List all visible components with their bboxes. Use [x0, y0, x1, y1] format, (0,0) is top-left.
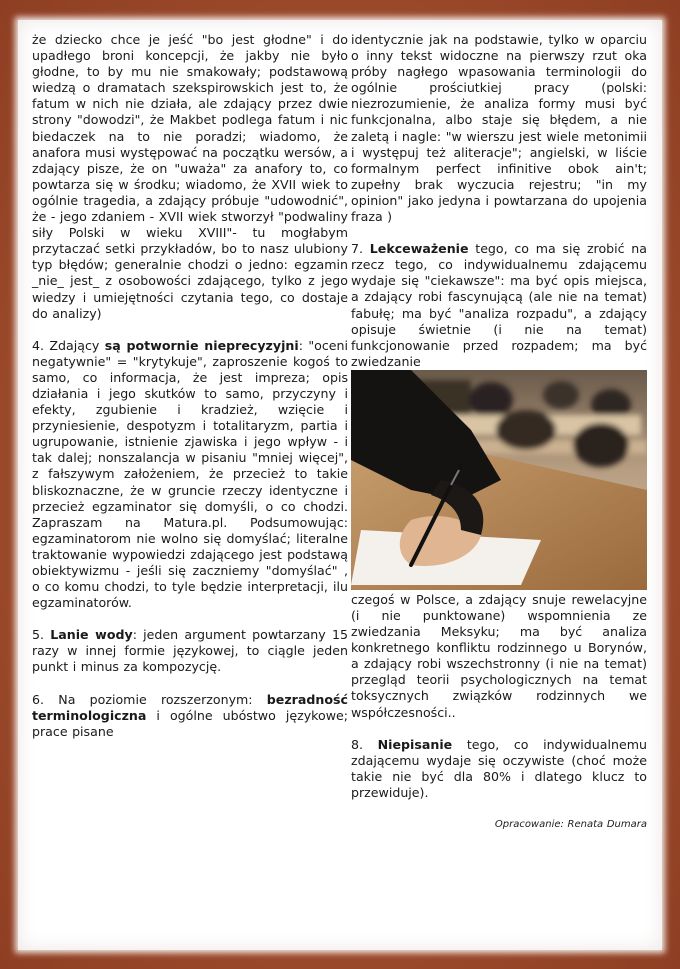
paragraph-7-continued: czegoś w Polsce, a zdający snuje rewelacyjne (i nie punktowane) wspomnienia ze zwiedzania Meksyku; ma być analiza konkretnego konfliktu rodzinnego u Borynów, a zdający robi wszechstronny (i nie na temat) przegląd teorii psychologicznych na temat toksycznych związków rodzinnych we współczesności..: [351, 591, 647, 720]
paragraph-4-heading: są potwornie nieprecyzyjni: [104, 337, 299, 353]
paragraph-5-heading: Lanie wody: [50, 627, 133, 643]
paragraph-6: 6. Na poziomie rozszerzonym: bezradność terminologiczna i ogólne ubóstwo językowe; prace pisane: [32, 691, 348, 739]
paragraph-8: 8. Niepisanie tego, co indywidualnemu zdającemu wydaje się oczywiste (choć może takie nie być dla 80% i dlatego klucz to przewiduje).: [351, 736, 647, 800]
paragraph-8-heading: Niepisanie: [377, 736, 453, 752]
paragraph-6-heading: bezradność terminologiczna: [32, 691, 348, 723]
paragraph-3-continued: że dziecko chce je jeść "bo jest głodne" i do upadłego broni koncepcji, że jakby nie było głodne, to by mu nie smakowały; podstawową wiedzą o dramatach szekspirowskich jest to, że fatum w nich nie działa, ale zdający przez dwie strony "dowodzi", że Makbet podlega fatum i nic biedaczek na to nie poradzi; wiadomo, że anafora musi występować na początku wersów, a zdający pisze, że on "uważa" za anafory to, co powtarza się w środku; wiadomo, że XVII wiek to ogólnie tragedia, a zdający próbuje "udowodnić", że - jego zdaniem - XVII wiek stworzył "podwaliny siły Polski w wieku XVIII"- tu mogłabym przytaczać setki przykładów, bo to nasz ulubiony typ błędów; generalnie chodzi o jedno: egzamin _nie_ jest_ z osobowości zdającego, tylko z jego wiedzy i umiejętności czytania tego, co dostaje do analizy): [32, 32, 349, 321]
paragraph-4: 4. Zdający są potwornie nieprecyzyjni: "oceni negatywnie" = "krytykuje", zaproszenie kogoś to samo, co informacja, że jest impreza; opis działania i jego skutków to samo, przyczyny i efekty, zgubienie i kradzież, wzięcie i przyniesienie, despotyzm i totalitaryzm, partia i ugrupowanie, istnienie zjawiska i jego wpływ - i tak dalej; nonszalancja w pisaniu "mniej więcej", z fałszywym założeniem, że przecież to takie bliskoznaczne, że w gruncie rzeczy identyczne i przecież egzaminator się domyśli, o co chodzi. Zapraszam na Matura.pl. Podsumowując: egzaminatorom nie wolno się domyślać; literalne traktowanie wypowiedzi zdającego jest podstawą obiektywizmu - jeśli się zaczniemy "domyślać" , o co komu chodzi, to tyle będzie interpretacji, ilu egzaminatorów.: [32, 337, 348, 611]
paragraph-7: 7. Lekceważenie tego, co ma się zrobić na rzecz tego, co indywidualnemu zdającemu wydaje się "ciekawsze": ma być opis miejsca, a zdający robi fascynującą (ale nie na temat) fabułę; ma być "analiza rozpadu", a zdający opisuje świetnie (i nie na temat) funkcjonowanie przed rozpadem; ma być zwiedzanie: [351, 241, 647, 369]
author-credit: Opracowanie: Renata Dumara: [494, 819, 647, 830]
paragraph-6-continued: identycznie jak na podstawie, tylko w oparciu o inny tekst widoczne na pierwszy rzut oka próby nagłego wpasowania terminologii do ogólnie prościutkiej pracy (polski: niezrozumienie, że analiza formy musi być funkcjonalna, albo staje się błędem, a nie zaletą i nagle: "w wierszu jest wiele metonimii i występuj też aliteracje"; angielski, w liście formalnym perfect infinitive obok ain't; zupełny brak wyczucia rejestru; "in my opinion" jako jedyna i powtarzana do upojenia fraza ): [351, 32, 647, 225]
exam-photo: [351, 370, 647, 590]
document-page: [18, 20, 662, 950]
left-column: [32, 32, 348, 740]
paragraph-7-heading: Lekceważenie: [369, 241, 469, 257]
paragraph-5: 5. Lanie wody: jeden argument powtarzany 15 razy w innej formie językowej, to ciągle jeden punkt i minus za kompozycję.: [32, 627, 348, 675]
right-column: [351, 32, 647, 833]
